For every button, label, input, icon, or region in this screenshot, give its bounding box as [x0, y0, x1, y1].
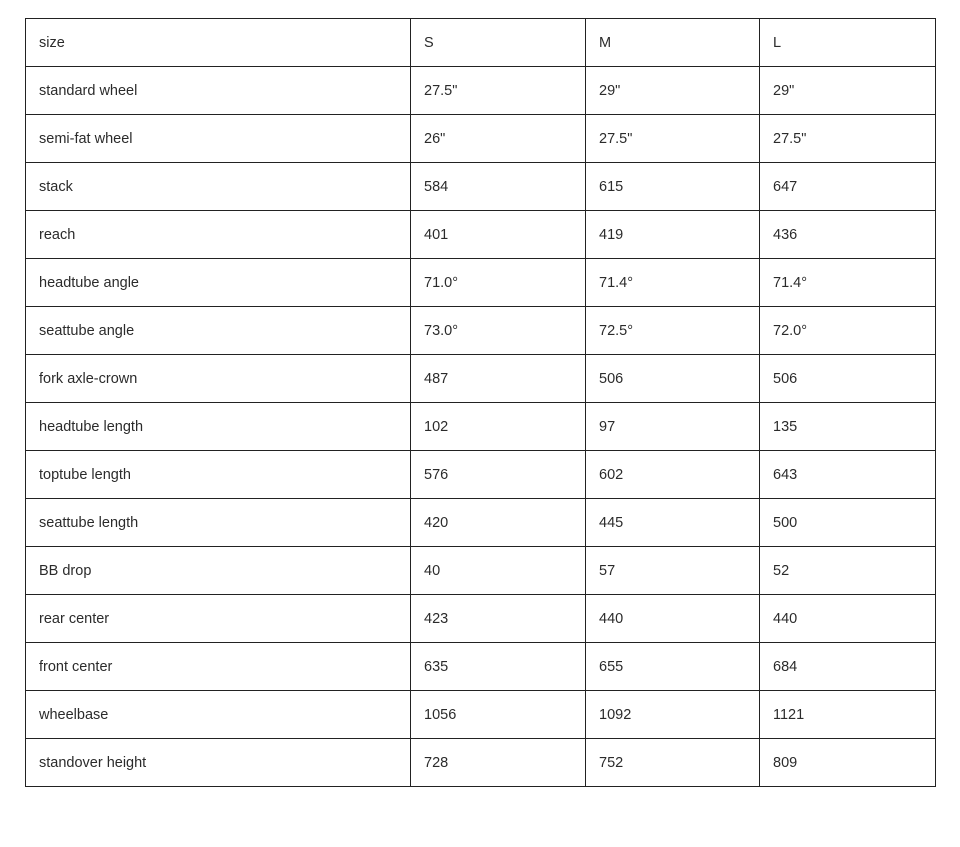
table-row	[26, 691, 936, 739]
table-row	[26, 739, 936, 787]
size-s-value: 584	[411, 163, 586, 211]
size-s-value: 401	[411, 211, 586, 259]
size-s-value: 27.5"	[411, 67, 586, 115]
size-s-value: 635	[411, 643, 586, 691]
size-s-value: 423	[411, 595, 586, 643]
table-row	[26, 115, 936, 163]
size-m-value: 57	[586, 547, 760, 595]
size-m-value: 97	[586, 403, 760, 451]
geometry-table	[25, 18, 936, 787]
size-l-value: 440	[760, 595, 936, 643]
size-s-value: 26"	[411, 115, 586, 163]
size-l-value: 647	[760, 163, 936, 211]
row-label: semi-fat wheel	[26, 115, 411, 163]
size-s-value: 728	[411, 739, 586, 787]
size-header-label: size	[26, 19, 411, 67]
size-m-value: 602	[586, 451, 760, 499]
row-label: seattube length	[26, 499, 411, 547]
size-header-m: M	[586, 19, 760, 67]
size-l-value: 135	[760, 403, 936, 451]
size-header-s: S	[411, 19, 586, 67]
table-row	[26, 163, 936, 211]
row-label: fork axle-crown	[26, 355, 411, 403]
table-row	[26, 403, 936, 451]
table-row	[26, 307, 936, 355]
row-label: front center	[26, 643, 411, 691]
size-m-value: 445	[586, 499, 760, 547]
row-label: reach	[26, 211, 411, 259]
size-m-value: 27.5"	[586, 115, 760, 163]
size-m-value: 615	[586, 163, 760, 211]
size-l-value: 684	[760, 643, 936, 691]
size-l-value: 643	[760, 451, 936, 499]
size-l-value: 1121	[760, 691, 936, 739]
geometry-table-body	[26, 19, 936, 787]
size-m-value: 72.5°	[586, 307, 760, 355]
size-m-value: 29"	[586, 67, 760, 115]
size-s-value: 487	[411, 355, 586, 403]
size-s-value: 102	[411, 403, 586, 451]
table-row	[26, 355, 936, 403]
row-label: rear center	[26, 595, 411, 643]
size-l-value: 52	[760, 547, 936, 595]
size-header-l: L	[760, 19, 936, 67]
row-label: seattube angle	[26, 307, 411, 355]
size-l-value: 27.5"	[760, 115, 936, 163]
size-l-value: 71.4°	[760, 259, 936, 307]
table-row	[26, 451, 936, 499]
size-s-value: 576	[411, 451, 586, 499]
size-s-value: 40	[411, 547, 586, 595]
size-m-value: 506	[586, 355, 760, 403]
table-row	[26, 595, 936, 643]
size-l-value: 809	[760, 739, 936, 787]
size-l-value: 500	[760, 499, 936, 547]
size-l-value: 72.0°	[760, 307, 936, 355]
table-row	[26, 259, 936, 307]
row-label: wheelbase	[26, 691, 411, 739]
row-label: headtube angle	[26, 259, 411, 307]
table-row	[26, 547, 936, 595]
size-m-value: 1092	[586, 691, 760, 739]
table-row	[26, 211, 936, 259]
size-s-value: 420	[411, 499, 586, 547]
size-m-value: 655	[586, 643, 760, 691]
size-s-value: 73.0°	[411, 307, 586, 355]
table-row	[26, 643, 936, 691]
row-label: stack	[26, 163, 411, 211]
size-m-value: 71.4°	[586, 259, 760, 307]
size-s-value: 71.0°	[411, 259, 586, 307]
table-row	[26, 499, 936, 547]
size-l-value: 436	[760, 211, 936, 259]
size-m-value: 440	[586, 595, 760, 643]
size-s-value: 1056	[411, 691, 586, 739]
row-label: BB drop	[26, 547, 411, 595]
row-label: standard wheel	[26, 67, 411, 115]
size-m-value: 752	[586, 739, 760, 787]
size-m-value: 419	[586, 211, 760, 259]
size-l-value: 29"	[760, 67, 936, 115]
row-label: headtube length	[26, 403, 411, 451]
size-l-value: 506	[760, 355, 936, 403]
table-row	[26, 67, 936, 115]
row-label: standover height	[26, 739, 411, 787]
row-label: toptube length	[26, 451, 411, 499]
header-row	[26, 19, 936, 67]
